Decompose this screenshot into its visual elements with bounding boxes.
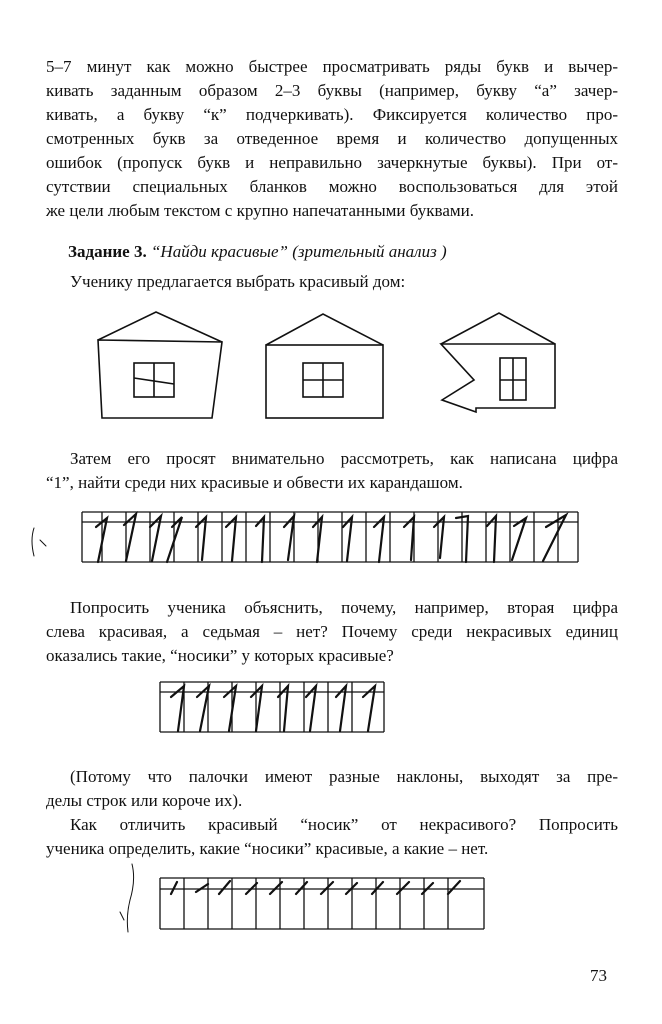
text-line: ошибок (пропуск букв и неправильно зачеркнутые буквы). При от- bbox=[46, 153, 618, 172]
text-line: Попросить ученика объяснить, почему, например, вторая цифра bbox=[70, 598, 618, 617]
text-line: сутствии специальных бланков можно воспользоваться для этой bbox=[46, 177, 618, 196]
text-line: Затем его просят внимательно рассмотреть, как написана цифра bbox=[70, 449, 618, 468]
text-line: 5–7 минут как можно быстрее просматривать ряды букв и вычер- bbox=[46, 57, 618, 76]
text-line: оказались такие, “носики” у которых красивые? bbox=[46, 646, 394, 665]
task-title: “Найди красивые” bbox=[150, 242, 288, 261]
text-line: делы строк или короче их). bbox=[46, 791, 243, 810]
text-line: слева красивая, а седьмая – нет? Почему среди некрасивых единиц bbox=[46, 622, 618, 641]
text-line: (Потому что палочки имеют разные наклоны, выходят за пре- bbox=[70, 767, 618, 786]
text-line: смотренных букв за отведенное время и количество допущенных bbox=[46, 129, 618, 148]
text-line: Как отличить красивый “носик” от некрасивого? Попросить bbox=[70, 815, 618, 834]
text-line: кивать заданным образом 2–3 буквы (например, букву “а” зачер- bbox=[46, 81, 618, 100]
text-line: же цели любым текстом с крупно напечатанными буквами. bbox=[46, 201, 474, 220]
task-subtitle: (зрительный анализ ) bbox=[292, 242, 447, 261]
task-label: Задание 3. bbox=[68, 242, 147, 261]
text-line: “1”, найти среди них красивые и обвести их карандашом. bbox=[46, 473, 463, 492]
text-line: Ученику предлагается выбрать красивый дом: bbox=[70, 272, 406, 291]
text-line: кивать, а букву “к” подчеркивать). Фиксируется количество про- bbox=[46, 105, 618, 124]
page-number: 73 bbox=[590, 966, 607, 985]
text-line: ученика определить, какие “носики” красивые, а какие – нет. bbox=[46, 839, 489, 858]
